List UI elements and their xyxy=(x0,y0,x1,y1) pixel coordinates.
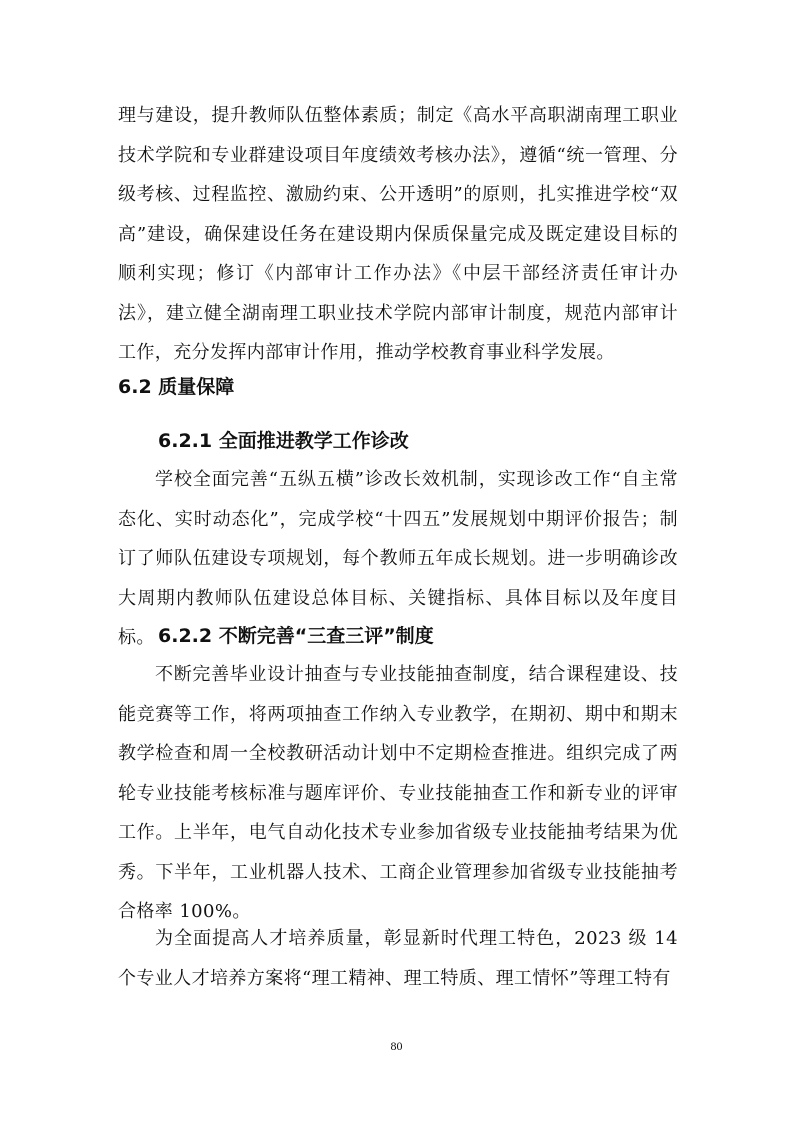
subsection-heading-diagnosis: 6.2.1 全面推进教学工作诊改 xyxy=(158,430,409,452)
subsection-heading-three-checks: 6.2.2 不断完善“三查三评”制度 xyxy=(158,625,434,647)
paragraph-diagnosis: 学校全面完善“五纵五横”诊改长效机制，实现诊改工作“自主常态化、实时动态化”，完成学校“十四五”发展规划中期评价报告；制订了师队伍建设专项规划，每个教师五年成长规划。进一步明确诊改大周期内教师队伍建设总体目标、关键指标、具体目标以及年度目标。 xyxy=(118,469,678,648)
paragraph-continued: 理与建设，提升教师队伍整体素质；制定《高水平高职湖南理工职业技术学院和专业群建设项目年度绩效考核办法》，遵循“统一管理、分级考核、过程监控、激励约束、公开透明”的原则，扎实推进学校“双高”建设，确保建设任务在建设期内保质保量完成及既定建设目标的顺利实现；修订《内部审计工作办法》《中层干部经济责任审计办法》，建立健全湖南理工职业技术学院内部审计制度，规范内部审计工作，充分发挥内部审计作用，推动学校教育事业科学发展。 xyxy=(118,105,678,363)
section-heading: 6.2 质量保障 xyxy=(118,376,235,398)
page-number: 80 xyxy=(390,1039,403,1053)
paragraph-talent-training: 为全面提高人才培养质量，彰显新时代理工特色，2023 级 14 个专业人才培养方案将“理工精神、理工特质、理工情怀”等理工特有 xyxy=(118,928,678,989)
paragraph-three-checks: 不断完善毕业设计抽查与专业技能抽查制度，结合课程建设、技能竞赛等工作，将两项抽查工作纳入专业教学，在期初、期中和期末教学检查和周一全校教研活动计划中不定期检查推进。组织完成了两轮专业技能考核标准与题库评价、专业技能抽查工作和新专业的评审工作。上半年，电气自动化技术专业参加省级专业技能抽考结果为优秀。下半年，工业机器人技术、工商企业管理参加省级专业技能抽考合格率 100%。 xyxy=(118,664,678,922)
